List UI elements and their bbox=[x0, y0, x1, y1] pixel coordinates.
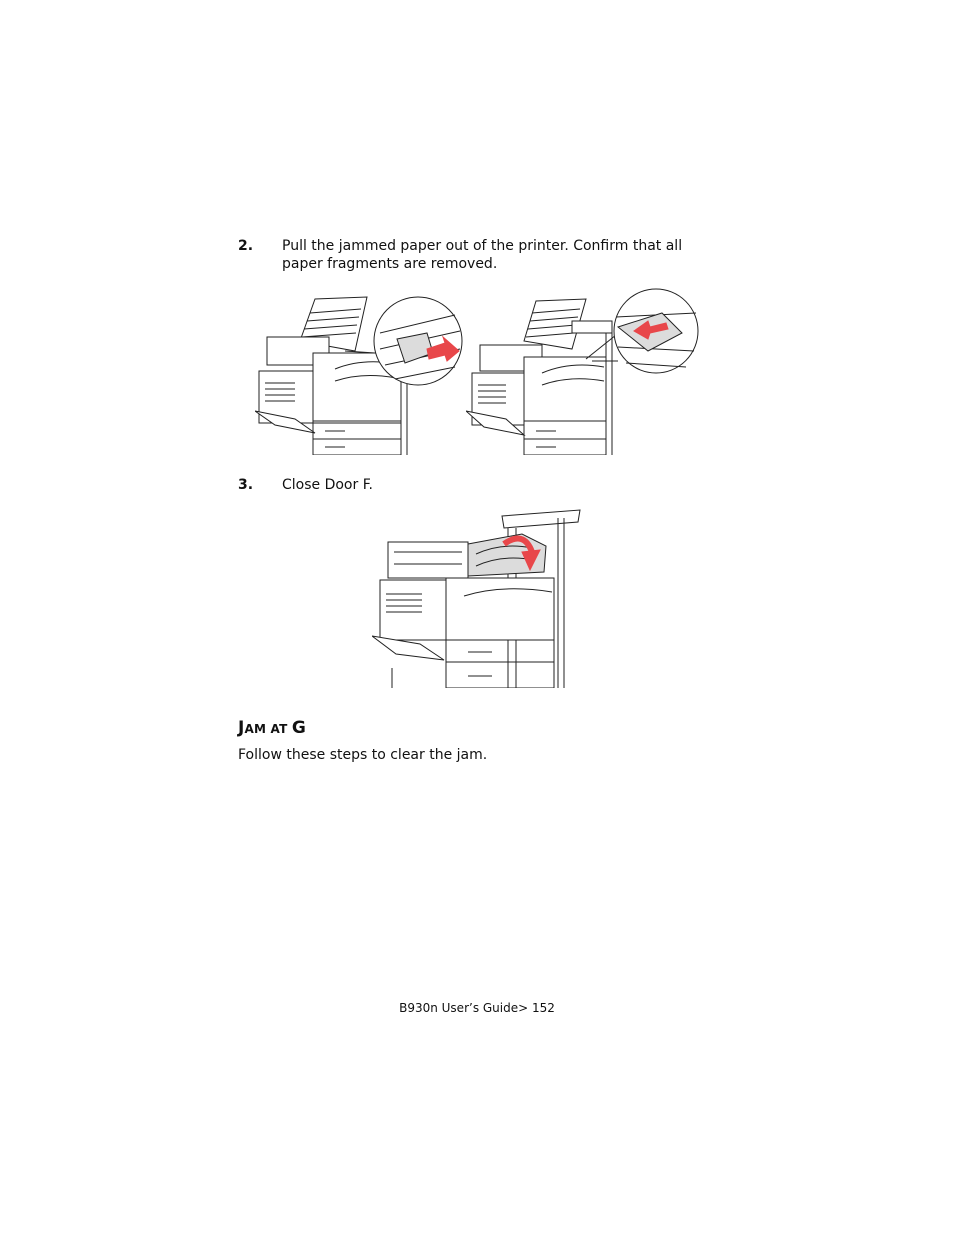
step-number: 3. bbox=[238, 477, 254, 493]
section-heading bbox=[238, 718, 306, 738]
heading-rest: AM AT bbox=[244, 722, 292, 736]
printer-jam-illustration-right bbox=[466, 287, 701, 455]
step-text: Pull the jammed paper out of the printer. Confirm that all paper fragments are removed. bbox=[282, 238, 683, 272]
heading-initial: J bbox=[238, 718, 245, 738]
printer-jam-illustration-left bbox=[255, 293, 465, 455]
page-footer: B930n User’s Guide> 152 bbox=[399, 1001, 555, 1015]
section-intro: Follow these steps to clear the jam. bbox=[238, 747, 488, 763]
close-door-f-illustration bbox=[372, 508, 582, 688]
step-number: 2. bbox=[238, 238, 254, 254]
step-text: Close Door F. bbox=[282, 477, 373, 493]
heading-initial: G bbox=[291, 718, 307, 738]
